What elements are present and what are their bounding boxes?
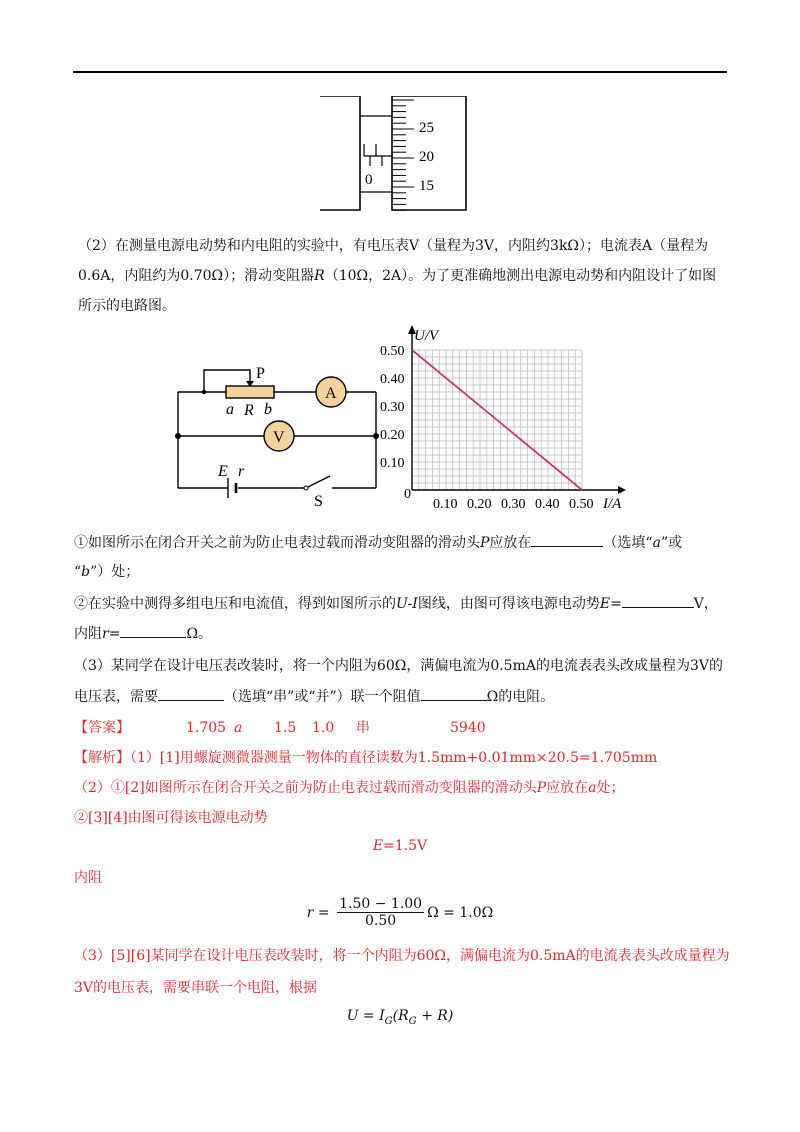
q2-line3: 所示的电路图。 [78,298,176,314]
voltmeter-label: V [273,429,285,446]
analysis-line4: （3）[5][6]某同学在设计电压表改装时，将一个内阻为60Ω，满偏电流为0.5mA的电流表表头改成量程为 [74,948,730,964]
q3-line1: （3）某同学在设计电压表改装时，将一个内阻为60Ω，满偏电流为0.5mA的电流表表头改成量程为3V的 [74,658,723,674]
x-tick-label: 0.30 [501,497,526,512]
fraction: $\frac{1.50 - 1.00}{0.50}$ [339,896,423,929]
end-a-label: a [226,401,234,418]
answer-blank-4[interactable] [158,686,224,701]
ammeter-label: A [325,385,337,402]
internal-label: 内阻 [74,870,102,886]
q3-line2: 电压表，需要 （选填“串”或“并”）联一个阻值 Ω的电阻。 [74,686,554,707]
scale-label-15: 15 [419,178,434,194]
emf-label: E [218,463,228,480]
answer-line: 【答案】 1.705 a 1.5 1.0 串 5940 [74,720,486,736]
internal-r-equation: r = $\frac{1.50 - 1.00}{0.50}$ Ω = 1.0Ω [306,896,494,929]
y-tick-label: 0.10 [380,456,405,471]
scale-label-25: 25 [419,120,434,136]
internal-r-label: r [238,463,245,480]
answer-blank-2[interactable] [622,593,694,608]
q2-line2: 0.6A，内阻约为0.70Ω）；滑动变阻器R（10Ω，2A）。为了更准确地测出电源电动势和内阻设计了如图 [78,268,717,284]
answer-blank-3[interactable] [120,623,186,638]
y-tick-label: 0.20 [380,428,405,443]
sub1-line2: “b”）处； [74,564,140,580]
zero-label: 0 [365,172,373,188]
y-tick-label: 0.30 [380,400,405,415]
y-tick-labels [380,344,405,471]
u-i-graph [376,322,638,518]
y-tick-label: 0.50 [380,344,405,359]
x-tick-labels [433,497,594,512]
y-tick-label: 0.40 [380,372,405,387]
micrometer-frame [320,96,360,210]
switch-label: S [314,493,323,510]
header-rule [73,71,727,73]
scale-label-20: 20 [419,149,434,165]
ohm-formula: $U = I_G(R_G + R)$ [346,1008,454,1027]
analysis-line3: ②[3][4]由图可得该电源电动势 [74,810,268,826]
sub2-line2: 内阻r= Ω。 [74,623,212,644]
answer-blank-1[interactable] [531,532,603,547]
thimble-scale [392,100,414,210]
sub2-line: ②在实验中测得多组电压和电流值，得到如图所示的U-I图线，由图可得该电源电动势E= V， [74,593,718,614]
analysis-line2: （2）①[2]如图所示在闭合开关之前为防止电表过载而滑动变阻器的滑动头P应放在a处； [74,780,625,796]
emf-equation: E=1.5V [372,838,428,854]
q2-line1: （2）在测量电源电动势和内电阻的实验中，有电压表V（量程为3V，内阻约3kΩ）；电流表A（量程为 [78,238,709,254]
end-b-label: b [264,401,272,418]
x-axis-arrow [618,486,626,494]
answer-blank-5[interactable] [421,686,487,701]
rheostat-label: R [244,402,254,419]
analysis-line5: 3V的电压表，需要串联一个电阻，根据 [74,980,318,996]
y-axis-label: U/V [414,328,439,344]
origin-label: 0 [404,487,411,502]
micrometer-figure [318,96,468,212]
slider-label: P [256,365,265,382]
x-tick-label: 0.20 [467,497,492,512]
circuit-diagram [170,360,384,510]
sub1-line: ①如图所示在闭合开关之前为防止电表过载而滑动变阻器的滑动头P应放在 （选填“a”或 [74,532,682,553]
x-axis-label: I/A [603,496,622,512]
x-tick-label: 0.10 [433,497,458,512]
analysis-line1: 【解析】（1）[1]用螺旋测微器测量一物体的直径读数为1.5mm+0.01mm×20.5=1.705mm [74,750,658,766]
x-tick-label: 0.40 [535,497,560,512]
rheostat [226,386,274,398]
x-tick-label: 0.50 [569,497,594,512]
